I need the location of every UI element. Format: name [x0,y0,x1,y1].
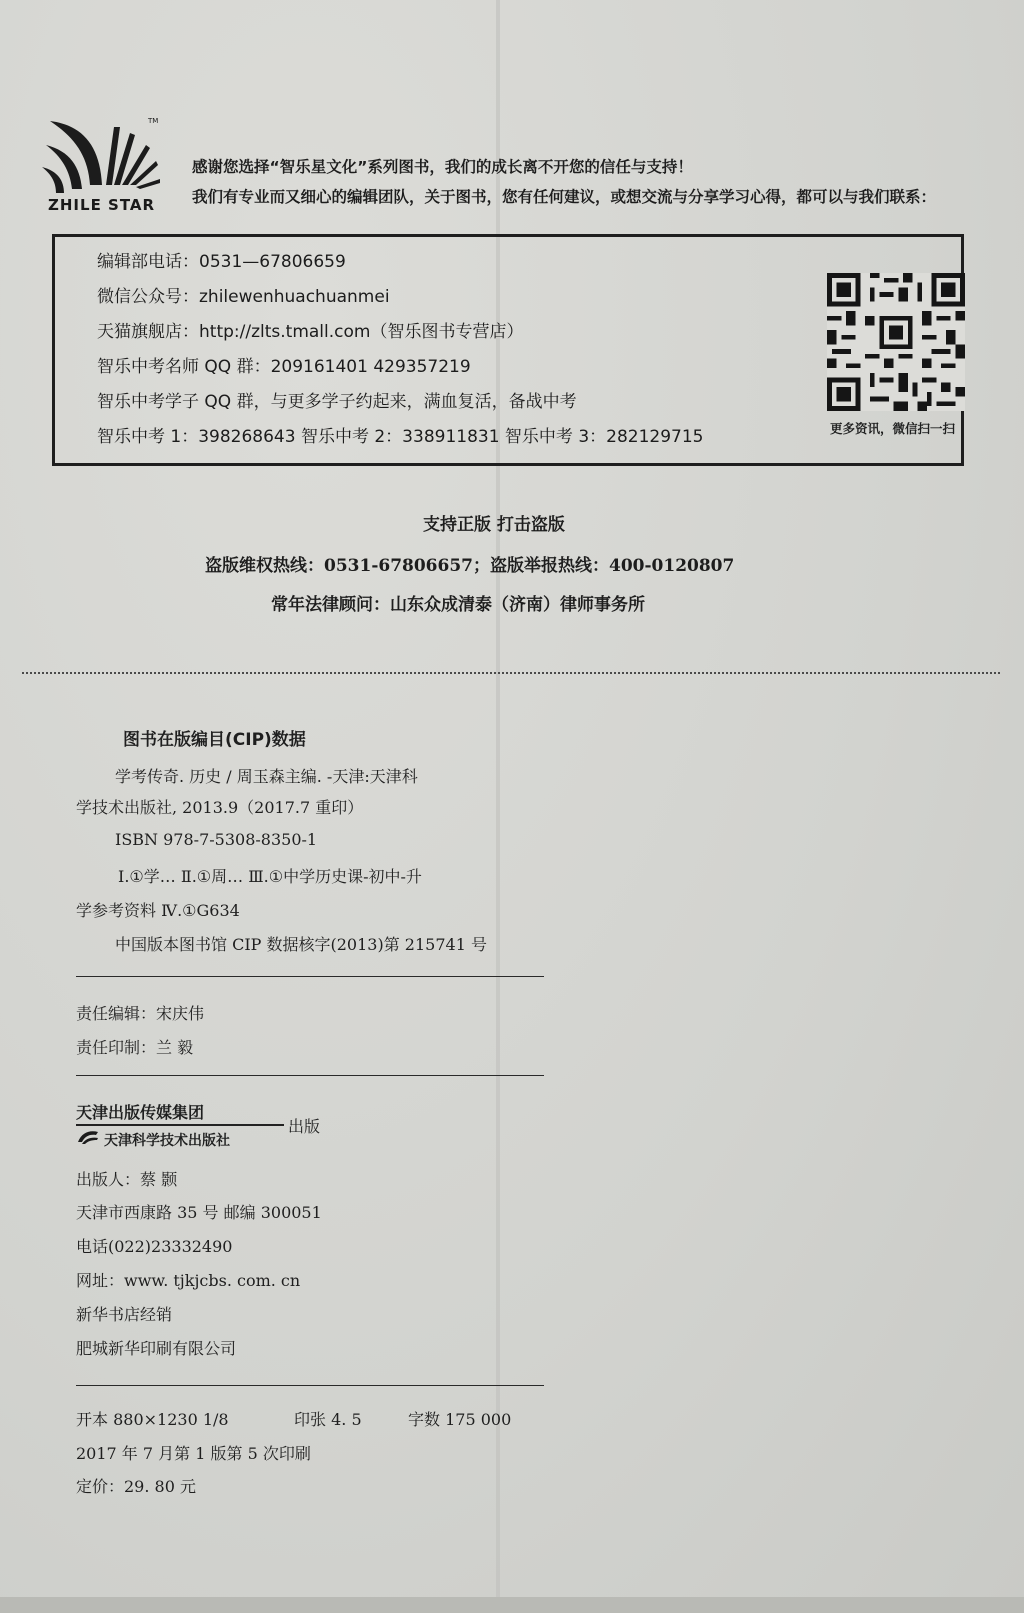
publisher-phone: 电话(022)23332490 [76,1237,233,1256]
qr-code-caption: 更多资讯，微信扫一扫 [830,421,956,436]
logo-text: ZHILE STAR [48,196,156,214]
publisher-press: 天津科学技术出版社 [104,1133,230,1149]
page-bottom-edge [0,1597,1024,1613]
tmall-store-link[interactable]: 天猫旗舰店：http://zlts.tmall.com（智乐图书专营店） [97,322,524,342]
responsible-editor: 责任编辑：宋庆伟 [76,1004,205,1023]
publisher-website[interactable]: 网址：www. tjkjcbs. com. cn [76,1271,301,1290]
cip-isbn: ISBN 978-7-5308-8350-1 [115,830,318,849]
contact-info-box [52,234,964,466]
publisher-bar [76,1124,284,1126]
responsible-printer: 责任印制：兰 毅 [76,1038,194,1057]
editors-divider [76,1075,544,1076]
cip-divider [76,976,544,977]
anti-piracy-slogan: 支持正版 打击盗版 [423,515,565,535]
qq-group-numbers: 智乐中考 1：398268643 智乐中考 2：338911831 智乐中考 3：282129715 [97,427,704,447]
cip-title: 图书在版编目(CIP)数据 [123,730,306,750]
cip-classification: Ⅰ.①学… Ⅱ.①周… Ⅲ.①中学历史课-初中-升 [118,867,422,886]
qr-code-icon[interactable] [827,273,965,411]
anti-piracy-hotlines: 盗版维权热线：0531-67806657；盗版举报热线：400-0120807 [205,556,735,576]
header-contact-invite-line: 我们有专业而又细心的编辑团队，关于图书，您有任何建议，或想交流与分享学习心得，都可以与我们联系： [192,188,937,206]
legal-counsel: 常年法律顾问：山东众成清泰（济南）律师事务所 [271,595,645,615]
publisher-divider [76,1385,544,1386]
printer-company: 肥城新华印刷有限公司 [76,1339,237,1358]
spec-sheets: 印张 4. 5 [294,1410,362,1429]
trademark-mark: TM [148,117,159,125]
distributor: 新华书店经销 [76,1305,173,1324]
publisher-person: 出版人：蔡 颢 [76,1170,178,1189]
cip-line-5: 学参考资料 Ⅳ.①G634 [76,901,240,920]
publisher-address: 天津市西康路 35 号 邮编 300051 [76,1203,322,1222]
student-qq-group-note: 智乐中考学子 QQ 群，与更多学子约起来，满血复活，备战中考 [97,392,577,412]
price: 定价：29. 80 元 [76,1477,196,1496]
cip-line-2: 学技术出版社, 2013.9（2017.7 重印） [76,798,364,817]
dotted-divider [22,672,1000,674]
edition-printing: 2017 年 7 月第 1 版第 5 次印刷 [76,1444,311,1463]
cip-verification-number: 中国版本图书馆 CIP 数据核字(2013)第 215741 号 [115,935,487,954]
publisher-suffix: 出版 [288,1117,321,1136]
publisher-logo-icon [76,1128,100,1146]
publisher-group: 天津出版传媒集团 [76,1103,205,1122]
teacher-qq-groups: 智乐中考名师 QQ 群：209161401 429357219 [97,357,471,377]
cip-line-1: 学考传奇. 历史 / 周玉森主编. -天津:天津科 [115,767,418,786]
wechat-account: 微信公众号：zhilewenhuachuanmei [97,287,390,307]
header-thanks-line: 感谢您选择“智乐星文化”系列图书，我们的成长离不开您的信任与支持！ [192,158,693,176]
editorial-phone: 编辑部电话：0531—67806659 [97,252,346,272]
spec-format: 开本 880×1230 1/8 [76,1410,229,1429]
spec-word-count: 字数 175 000 [408,1410,512,1429]
